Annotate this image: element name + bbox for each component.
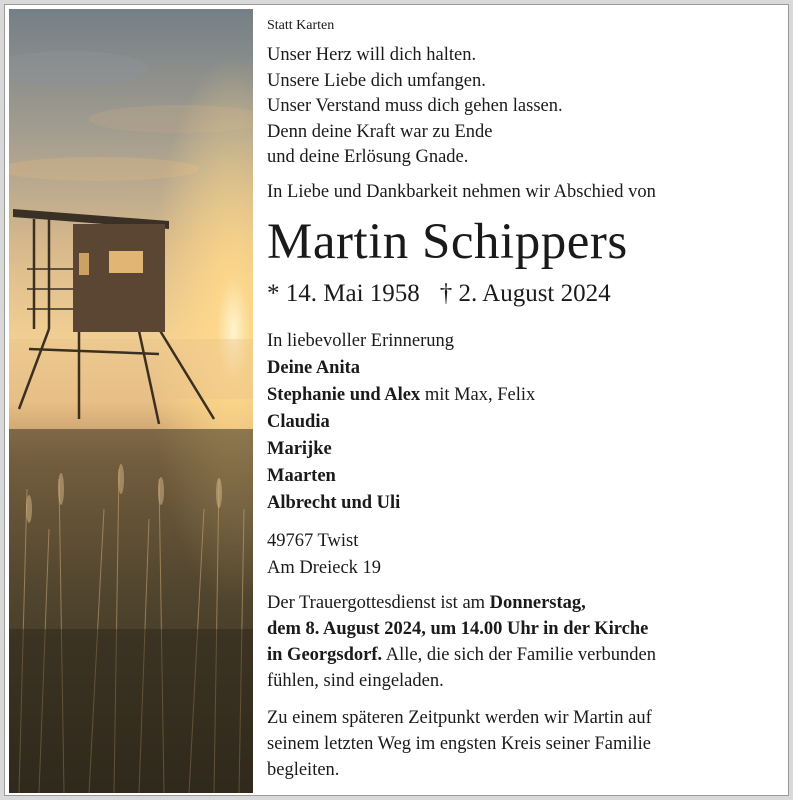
family-member	[267, 436, 535, 463]
family-member	[267, 490, 535, 517]
service-text: Der Trauergottesdienst ist am	[267, 593, 490, 613]
address	[267, 528, 381, 582]
family-member-name: Marijke	[267, 439, 332, 459]
service-text: fühlen, sind eingeladen.	[267, 671, 444, 691]
service-date-day: Donnerstag,	[489, 593, 586, 613]
burial-line: Zu einem späteren Zeitpunkt werden wir Martin auf	[267, 708, 652, 728]
family-member	[267, 409, 535, 436]
birth-date: * 14. Mai 1958	[267, 280, 420, 307]
statt-karten-label: Statt Karten	[267, 18, 335, 33]
poem-line: und deine Erlösung Gnade.	[267, 147, 469, 167]
address-street: Am Dreieck 19	[267, 558, 382, 578]
hunting-stand-sunrise-photo	[9, 9, 253, 793]
funeral-service-notice	[267, 590, 787, 694]
service-date-time: dem 8. August 2024, um 14.00 Uhr in der Kirche	[267, 619, 649, 639]
family-heading: In liebevoller Erinnerung	[267, 331, 454, 351]
family-member-name: Albrecht und Uli	[267, 493, 401, 513]
family-member-name: Claudia	[267, 412, 330, 432]
burial-line: seinem letzten Weg im engsten Kreis seiner Familie	[267, 734, 651, 754]
poem-line: Denn deine Kraft war zu Ende	[267, 121, 493, 142]
deceased-name: Martin Schippers	[267, 214, 628, 270]
family-member-name: Stephanie und Alex	[267, 385, 421, 405]
photo-illustration	[9, 9, 253, 793]
address-city: 49767 Twist	[267, 531, 359, 551]
family-member-name: Maarten	[267, 466, 336, 486]
burial-line: begleiten.	[267, 760, 340, 780]
family-member-extra: mit Max, Felix	[420, 385, 536, 405]
family-member	[267, 463, 535, 490]
burial-notice	[267, 705, 787, 783]
family-member	[267, 382, 535, 409]
poem-line: Unser Verstand muss dich gehen lassen.	[267, 96, 563, 116]
farewell-intro: In Liebe und Dankbarkeit nehmen wir Abschied von	[267, 182, 656, 202]
service-location: in Georgsdorf.	[267, 645, 383, 665]
poem-line: Unser Herz will dich halten.	[267, 45, 477, 65]
life-dates	[267, 280, 611, 308]
death-date: † 2. August 2024	[439, 280, 611, 307]
obituary-card	[4, 4, 789, 796]
poem	[267, 43, 563, 171]
family-member-name: Deine Anita	[267, 358, 361, 378]
family-list	[267, 328, 535, 517]
service-text: Alle, die sich der Familie verbunden	[382, 645, 656, 665]
poem-line: Unsere Liebe dich umfangen.	[267, 70, 486, 91]
family-member	[267, 355, 535, 382]
